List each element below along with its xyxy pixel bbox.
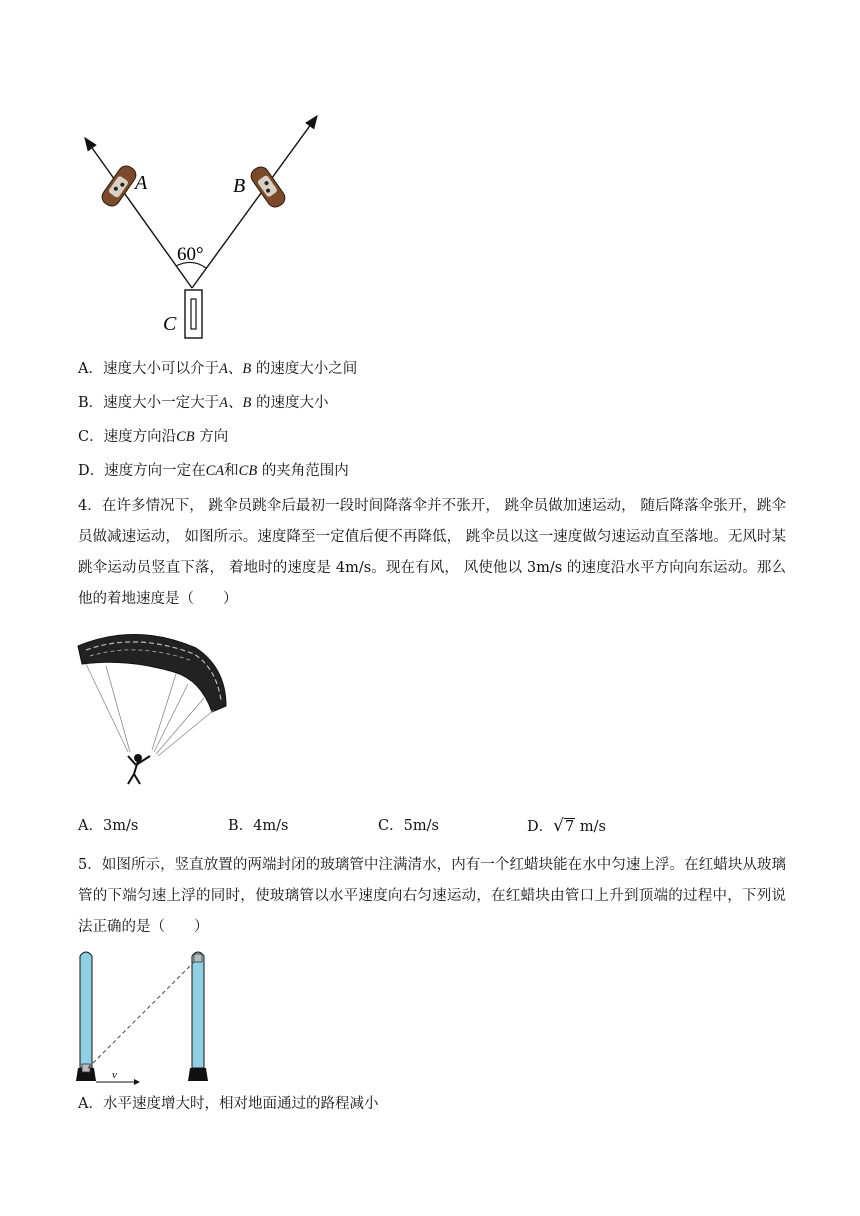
label-b: B <box>233 175 246 197</box>
label-c: C <box>163 313 177 335</box>
angle-label: 60° <box>177 244 204 265</box>
line-cb <box>192 116 317 288</box>
trajectory-dashed <box>88 960 196 1068</box>
wax-block-start <box>82 1064 90 1072</box>
label-a: A <box>135 172 148 194</box>
tube-right <box>192 952 204 1068</box>
figure-glass-tubes <box>74 948 224 1088</box>
q5-option-a[interactable]: A．水平速度增大时，相对地面通过的路程减小 <box>78 1096 379 1112</box>
q4-option-c[interactable]: C．5m/s <box>378 818 439 834</box>
sqrt-symbol: √ <box>553 816 564 836</box>
canopy <box>78 634 226 712</box>
q4-stem: 4．在许多情况下， 跳伞员跳伞后最初一段时间降落伞并不张开， 跳伞员做加速运动， 随后降落伞张开，跳伞员做减速运动， 如图所示。速度降至一定值后便不再降低， 跳伞员以这一速度做匀速运动直至落地。无风时某跳伞运动员竖直下落， 着地时的速度是 4m/s。现在有风， 风使他以 3m/s 的速度沿水平方向向东运动。那么他的着地速度是（ ） <box>78 498 786 607</box>
q3-option-d[interactable]: D．速度方向一定在CA和CB 的夹角范围内 <box>78 463 349 479</box>
parachutist-icon <box>128 755 150 784</box>
q4-option-a[interactable]: A．3m/s <box>78 818 139 834</box>
velocity-label: v <box>112 1069 117 1081</box>
q5-stem: 5．如图所示，竖直放置的两端封闭的玻璃管中注满清水，内有一个红蜡块能在水中匀速上浮。在红蜡块从玻璃管的下端匀速上浮的同时，使玻璃管以水平速度向右匀速运动，在红蜡块由管口上升到顶端的过程中，下列说法正确的是（ ） <box>78 857 786 935</box>
q3-option-b[interactable]: B．速度大小一定大于A、B 的速度大小 <box>78 395 329 411</box>
q4-option-d[interactable]: D．√7 m/s <box>527 816 606 836</box>
wax-block-end <box>194 954 202 962</box>
figure-parachute <box>76 628 231 798</box>
device-a-icon <box>99 163 139 209</box>
figure-velocity-diagram <box>75 110 335 345</box>
q4-option-b[interactable]: B．4m/s <box>228 818 289 834</box>
q3-option-a[interactable]: A．速度大小可以介于A、B 的速度大小之间 <box>78 361 358 377</box>
tube-left <box>80 952 92 1068</box>
q3-option-c[interactable]: C．速度方向沿CB 方向 <box>78 429 229 445</box>
